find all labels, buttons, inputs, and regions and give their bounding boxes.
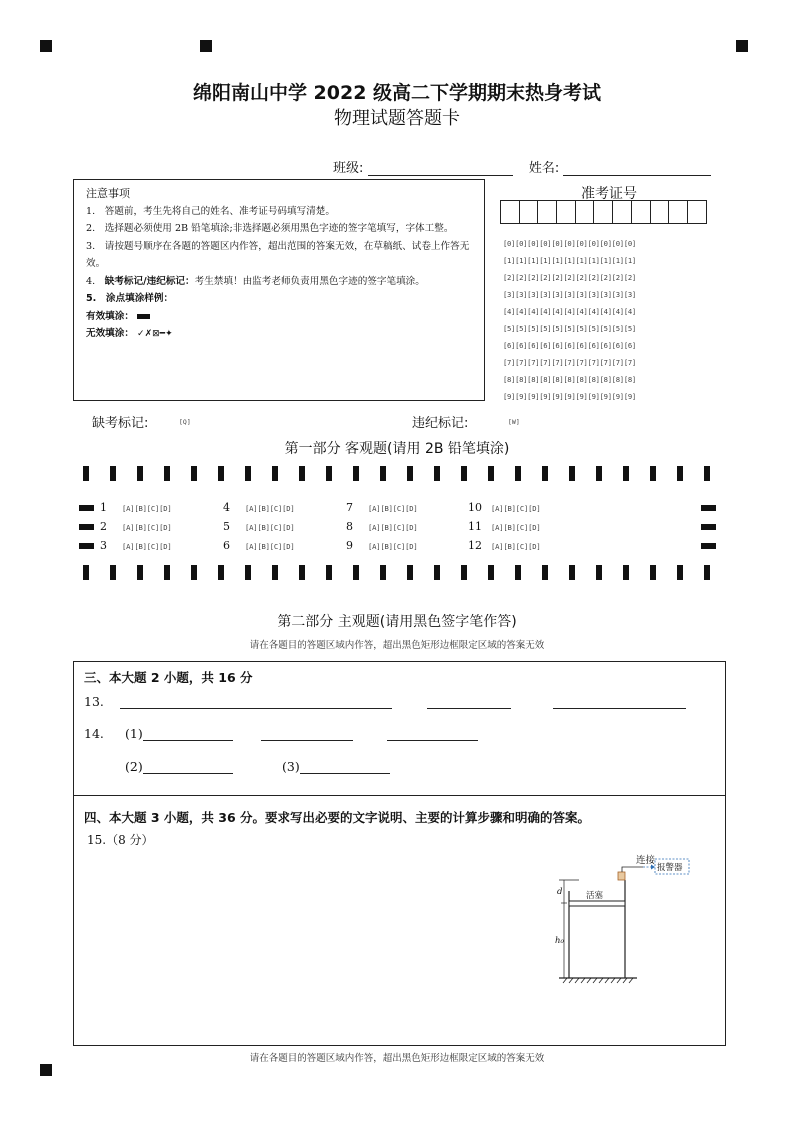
height-h0-label: h₀ <box>555 936 564 946</box>
digit-row-4[interactable]: [4][4][4][4][4][4][4][4][4][4][4] <box>503 307 636 316</box>
q14-part2-blank[interactable] <box>143 773 233 774</box>
timing-mark <box>623 466 629 481</box>
question-number: 12 <box>468 539 482 552</box>
timing-mark <box>650 466 656 481</box>
q14-part1-blank[interactable] <box>143 740 233 741</box>
timing-mark <box>569 565 575 580</box>
timing-mark <box>407 466 413 481</box>
answer-options[interactable]: [A][B][C][D] <box>245 523 295 532</box>
timing-mark <box>677 565 683 580</box>
timing-mark <box>164 466 170 481</box>
question-number: 10 <box>468 501 482 514</box>
notes-heading: 注意事项 <box>86 187 130 200</box>
exam-number-label: 准考证号 <box>581 186 637 202</box>
position-marker-top-middle <box>200 40 212 52</box>
timing-mark <box>299 466 305 481</box>
answer-options[interactable]: [A][B][C][D] <box>245 504 295 513</box>
digit-row-0[interactable]: [0][0][0][0][0][0][0][0][0][0][0] <box>503 239 636 248</box>
class-label: 班级: <box>333 161 364 176</box>
valid-sample: 有效填涂： <box>86 308 472 326</box>
timing-mark <box>245 466 251 481</box>
q13-blank-2[interactable] <box>427 708 511 709</box>
timing-mark <box>137 466 143 481</box>
answer-options[interactable]: [A][B][C][D] <box>122 523 172 532</box>
q14-part3-blank[interactable] <box>300 773 390 774</box>
timing-mark <box>569 466 575 481</box>
digit-row-3[interactable]: [3][3][3][3][3][3][3][3][3][3][3] <box>503 290 636 299</box>
q13-label: 13. <box>84 694 104 709</box>
class-field[interactable] <box>368 160 513 176</box>
answer-options[interactable]: [A][B][C][D] <box>368 542 418 551</box>
timing-mark <box>326 466 332 481</box>
violation-mark-label: 违纪标记: <box>412 416 469 431</box>
name-field[interactable] <box>563 160 711 176</box>
exam-number-boxes <box>500 200 706 224</box>
answer-options[interactable]: [A][B][C][D] <box>122 542 172 551</box>
timing-mark <box>353 466 359 481</box>
exam-digit-box[interactable] <box>668 200 688 224</box>
timing-mark <box>299 565 305 580</box>
question-number: 6 <box>223 539 230 552</box>
timing-mark <box>164 565 170 580</box>
part2-title: 第二部分 主观题(请用黑色签字笔作答) <box>277 614 517 630</box>
timing-mark <box>245 565 251 580</box>
q13-blank-1[interactable] <box>120 708 392 709</box>
question-number: 9 <box>346 539 353 552</box>
piston <box>569 901 625 906</box>
row-mark-left-1 <box>79 505 94 511</box>
exam-digit-box[interactable] <box>593 200 613 224</box>
question-number: 4 <box>223 501 230 514</box>
q13-blank-3[interactable] <box>553 708 686 709</box>
question-number: 1 <box>100 501 107 514</box>
notes-item-3: 3. 请按题号顺序在各题的答题区内作答，超出范围的答案无效，在草稿纸、试卷上作答无效。 <box>86 240 470 269</box>
q15-label: 15.（8 分） <box>87 833 154 847</box>
timing-mark <box>191 466 197 481</box>
exam-digit-box[interactable] <box>500 200 520 224</box>
digit-row-8[interactable]: [8][8][8][8][8][8][8][8][8][8][8] <box>503 375 636 384</box>
notes-box <box>73 179 485 401</box>
timing-mark <box>218 466 224 481</box>
timing-mark <box>110 565 116 580</box>
page-subtitle: 物理试题答题卡 <box>334 108 460 129</box>
timing-mark <box>272 466 278 481</box>
timing-mark <box>515 565 521 580</box>
distance-d-label: d <box>557 887 563 897</box>
question-number: 11 <box>468 520 482 533</box>
exam-digit-box[interactable] <box>687 200 707 224</box>
q14-part2-label: (2) <box>125 759 143 774</box>
question-number: 3 <box>100 539 107 552</box>
timing-mark <box>623 565 629 580</box>
digit-row-6[interactable]: [6][6][6][6][6][6][6][6][6][6][6] <box>503 341 636 350</box>
connect-wire <box>622 867 643 872</box>
invalid-sample: 无效填涂： ✓✗⊠━✦ <box>86 328 173 339</box>
timing-mark <box>380 466 386 481</box>
ground-hatch <box>563 978 633 983</box>
row-mark-left-3 <box>79 543 94 549</box>
timing-mark <box>272 565 278 580</box>
timing-mark <box>515 466 521 481</box>
digit-row-2[interactable]: [2][2][2][2][2][2][2][2][2][2][2] <box>503 273 636 282</box>
alarm-label: 报警器 <box>657 863 683 873</box>
q14-part1-label: (1) <box>125 726 143 741</box>
timing-mark <box>434 565 440 580</box>
question-number: 5 <box>223 520 230 533</box>
timing-mark <box>407 565 413 580</box>
timing-mark <box>596 565 602 580</box>
timing-mark <box>326 565 332 580</box>
notes-item-2: 2. 选择题必须使用 2B 铅笔填涂;非选择题必须用黑色字迹的签字笔填写，字体工整。 <box>86 223 454 234</box>
timing-mark <box>461 565 467 580</box>
answer-options[interactable]: [A][B][C][D] <box>245 542 295 551</box>
timing-mark <box>542 565 548 580</box>
row-mark-left-2 <box>79 524 94 530</box>
timing-mark <box>218 565 224 580</box>
exam-digit-box[interactable] <box>519 200 539 224</box>
filled-mark-sample <box>137 314 150 319</box>
q14-blank-b[interactable] <box>261 740 353 741</box>
q14-part3-label: (3) <box>282 759 300 774</box>
section3-heading: 三、本大题 2 小题，共 16 分 <box>84 670 253 685</box>
exam-digit-box[interactable] <box>631 200 651 224</box>
row-mark-right-2 <box>701 524 716 530</box>
timing-mark <box>83 466 89 481</box>
footer-instruction: 请在各题目的答题区域内作答，超出黑色矩形边框限定区域的答案无效 <box>249 1053 545 1064</box>
question-number: 2 <box>100 520 107 533</box>
digit-row-7[interactable]: [7][7][7][7][7][7][7][7][7][7][7] <box>503 358 636 367</box>
timing-mark <box>353 565 359 580</box>
timing-mark <box>83 565 89 580</box>
question-number: 8 <box>346 520 353 533</box>
answer-options[interactable]: [A][B][C][D] <box>122 504 172 513</box>
timing-mark <box>542 466 548 481</box>
timing-mark <box>704 466 710 481</box>
q14-label: 14. <box>84 726 104 741</box>
timing-mark <box>677 466 683 481</box>
notes-item-4: 4. 缺考标记/违纪标记：考生禁填！由监考老师负责用黑色字迹的签字笔填涂。 <box>86 275 425 287</box>
position-marker-top-left <box>40 40 52 52</box>
timing-mark <box>461 466 467 481</box>
exam-digit-box[interactable] <box>650 200 670 224</box>
digit-row-1[interactable]: [1][1][1][1][1][1][1][1][1][1][1] <box>503 256 636 265</box>
part1-title: 第一部分 客观题(请用 2B 铅笔填涂) <box>284 441 510 457</box>
timing-mark <box>488 565 494 580</box>
part2-instruction: 请在各题目的答题区域内作答，超出黑色矩形边框限定区域的答案无效 <box>249 640 545 651</box>
answer-options[interactable]: [A][B][C][D] <box>491 542 541 551</box>
timing-mark <box>137 565 143 580</box>
digit-row-9[interactable]: [9][9][9][9][9][9][9][9][9][9][9] <box>503 392 636 401</box>
absent-mark-label: 缺考标记: <box>92 416 149 431</box>
connect-label: 连接 <box>636 855 656 866</box>
name-label: 姓名: <box>528 161 560 176</box>
exam-digit-box[interactable] <box>556 200 576 224</box>
sensor <box>618 872 625 880</box>
answer-options[interactable]: [A][B][C][D] <box>491 504 541 513</box>
row-mark-right-3 <box>701 543 716 549</box>
timing-mark <box>191 565 197 580</box>
page-title: 绵阳南山中学 2022 级高二下学期期末热身考试 <box>192 82 602 104</box>
position-marker-top-right <box>736 40 748 52</box>
question-number: 7 <box>346 501 353 514</box>
timing-mark <box>434 466 440 481</box>
notes-item-1: 1. 答题前，考生先将自己的姓名、准考证号码填写清楚。 <box>86 205 335 217</box>
absent-mark-box[interactable]: [Q] <box>179 418 191 426</box>
exam-digit-box[interactable] <box>612 200 632 224</box>
row-mark-right-1 <box>701 505 716 511</box>
notes-item-5: 5. 涂点填涂样例： <box>86 293 174 304</box>
student-info-row <box>333 157 711 176</box>
answer-options[interactable]: [A][B][C][D] <box>491 523 541 532</box>
timing-mark <box>704 565 710 580</box>
position-marker-bottom-left <box>40 1064 52 1076</box>
answer-options[interactable]: [A][B][C][D] <box>368 523 418 532</box>
q14-blank-c[interactable] <box>387 740 478 741</box>
piston-label: 活塞 <box>586 891 604 901</box>
exam-digit-box[interactable] <box>575 200 595 224</box>
digit-row-5[interactable]: [5][5][5][5][5][5][5][5][5][5][5] <box>503 324 636 333</box>
answer-options[interactable]: [A][B][C][D] <box>368 504 418 513</box>
timing-mark <box>488 466 494 481</box>
timing-mark <box>110 466 116 481</box>
violation-mark-box[interactable]: [W] <box>508 418 520 426</box>
timing-mark <box>380 565 386 580</box>
timing-mark <box>650 565 656 580</box>
piston-alarm-diagram <box>555 850 700 985</box>
section4-heading: 四、本大题 3 小题，共 36 分。要求写出必要的文字说明、主要的计算步骤和明确的答案。 <box>84 810 591 825</box>
timing-mark <box>596 466 602 481</box>
exam-digit-box[interactable] <box>537 200 557 224</box>
